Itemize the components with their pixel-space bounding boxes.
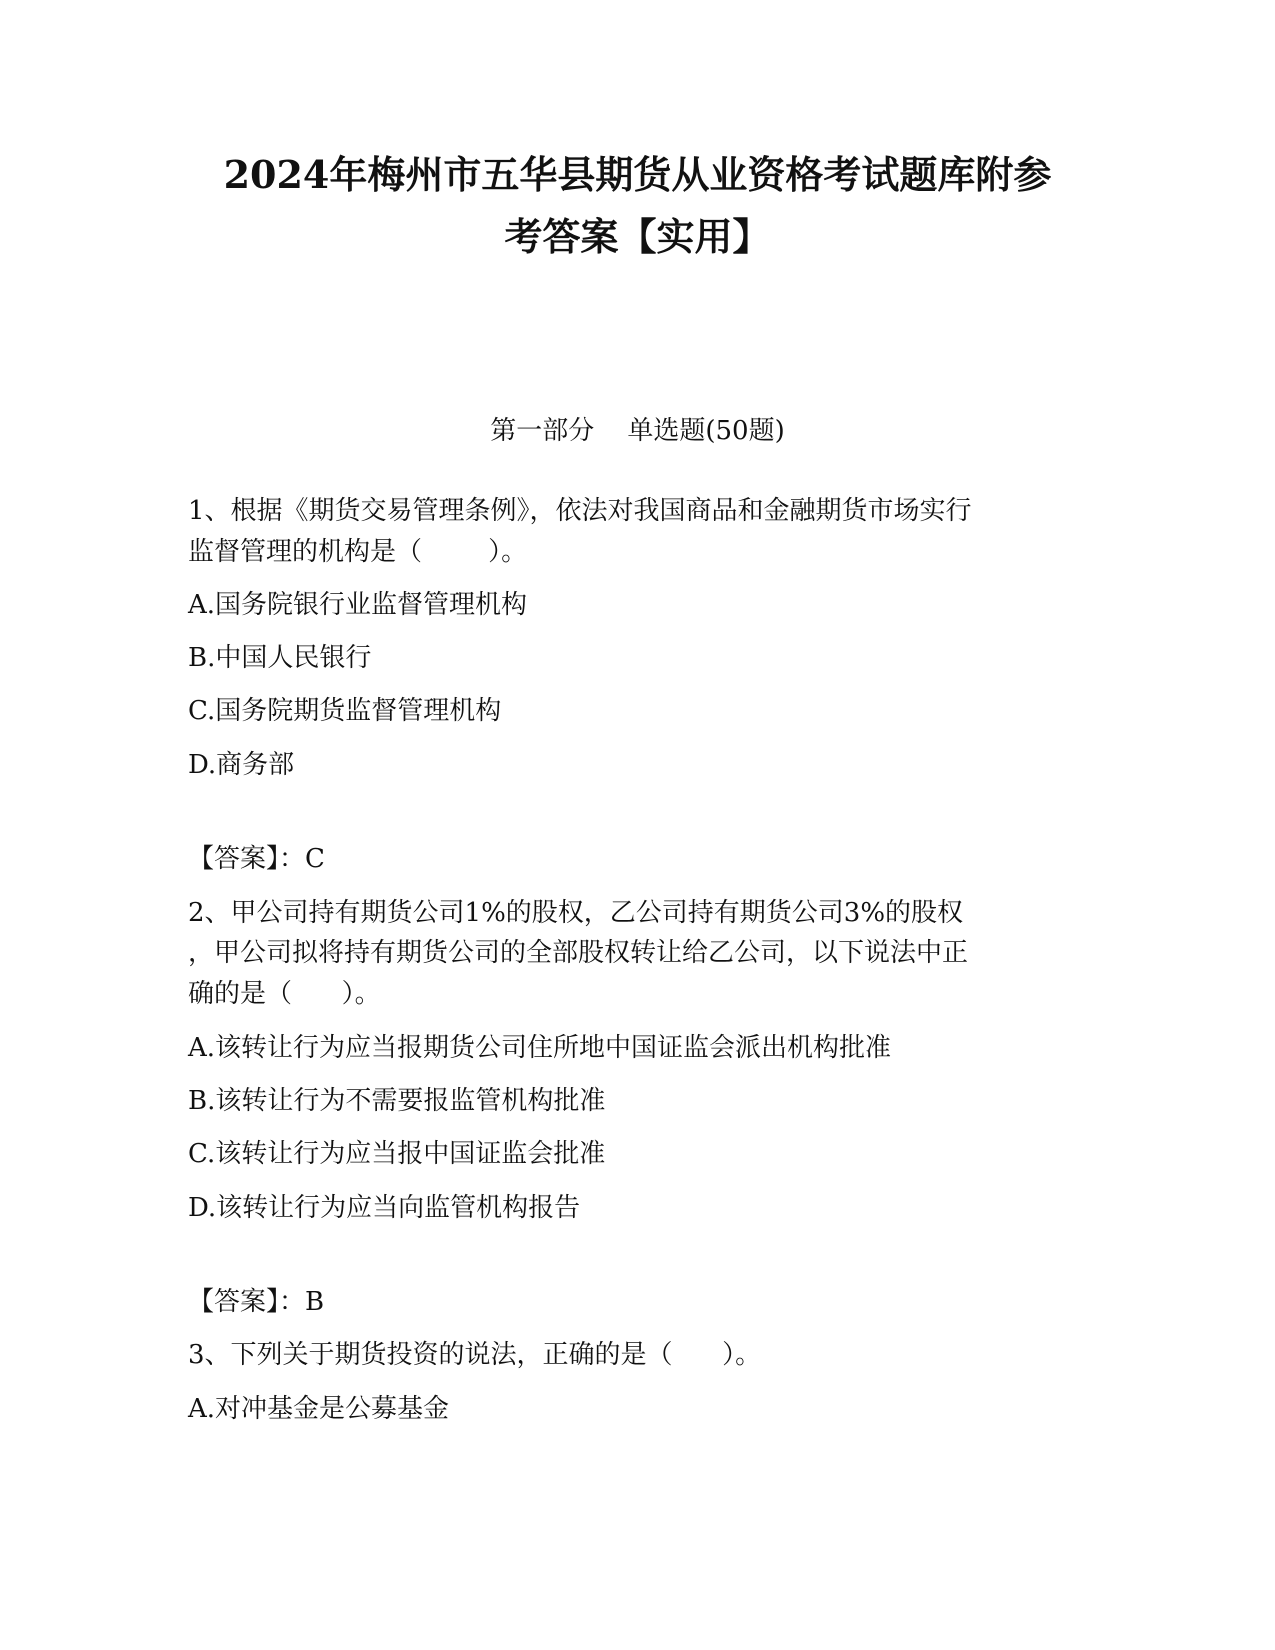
question-1-option-b: B.中国人民银行 xyxy=(188,643,372,673)
question-1-option-c: C.国务院期货监督管理机构 xyxy=(188,696,502,726)
question-1-stem-line-2: 监督管理的机构是（ ）。 xyxy=(188,537,528,567)
question-1-option-d: D.商务部 xyxy=(188,750,295,780)
question-3-stem-line-1: 3、下列关于期货投资的说法，正确的是（ ）。 xyxy=(188,1340,762,1370)
section-heading: 第一部分 单选题(50题) xyxy=(490,416,785,446)
question-1-answer: 【答案】：C xyxy=(188,844,325,874)
document-title-line-2: 考答案【实用】 xyxy=(504,214,771,259)
question-2-option-d: D.该转让行为应当向监管机构报告 xyxy=(188,1193,581,1223)
document-title-line-1: 2024年梅州市五华县期货从业资格考试题库附参 xyxy=(223,152,1052,197)
question-2-answer: 【答案】：B xyxy=(188,1287,325,1317)
question-2-stem-line-2: ，甲公司拟将持有期货公司的全部股权转让给乙公司，以下说法中正 xyxy=(188,938,969,968)
question-2-option-a: A.该转让行为应当报期货公司住所地中国证监会派出机构批准 xyxy=(188,1033,892,1063)
question-2-stem-line-3: 确的是（ ）。 xyxy=(188,979,381,1009)
question-2-option-c: C.该转让行为应当报中国证监会批准 xyxy=(188,1139,606,1169)
question-2-option-b: B.该转让行为不需要报监管机构批准 xyxy=(188,1086,606,1116)
question-1-option-a: A.国务院银行业监督管理机构 xyxy=(188,590,528,620)
question-2-stem-line-1: 2、甲公司持有期货公司1%的股权，乙公司持有期货公司3%的股权 xyxy=(188,898,964,928)
question-3-option-a: A.对冲基金是公募基金 xyxy=(188,1394,450,1424)
question-1-stem-line-1: 1、根据《期货交易管理条例》，依法对我国商品和金融期货市场实行 xyxy=(188,496,972,526)
